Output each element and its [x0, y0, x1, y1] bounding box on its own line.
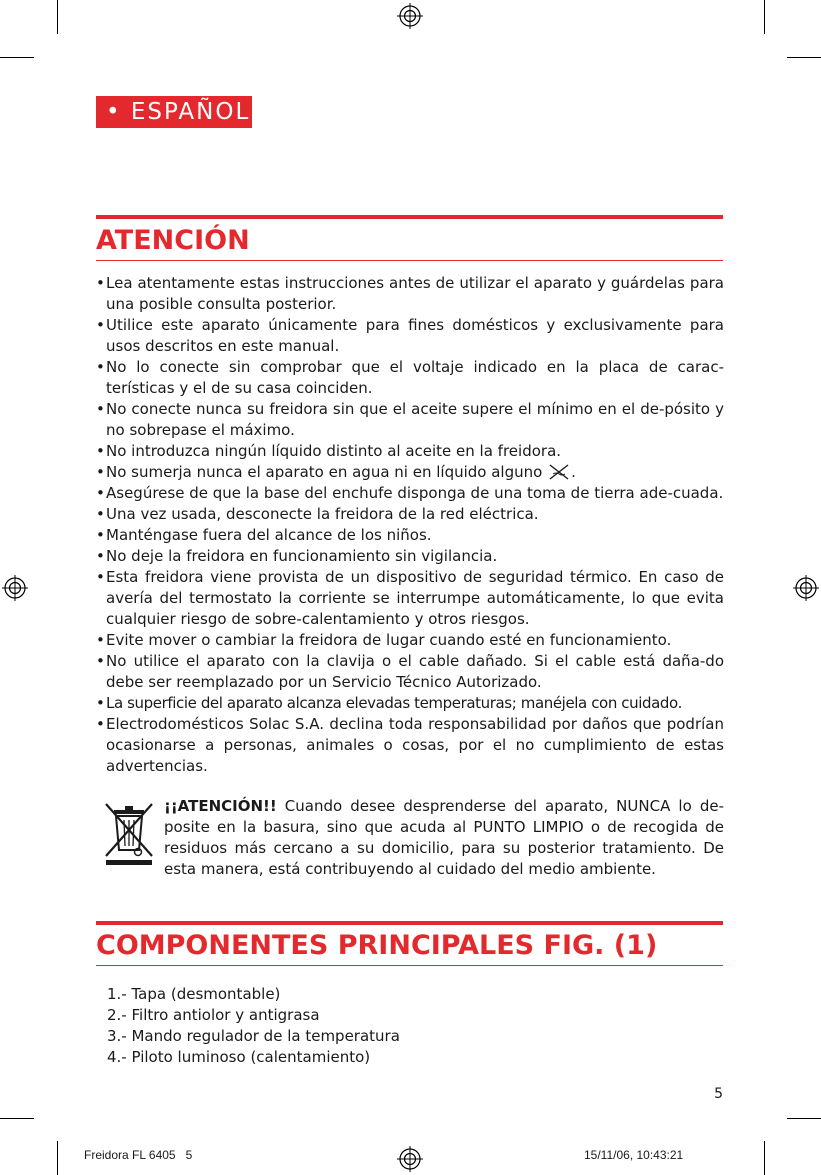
components-list [107, 984, 400, 1068]
list-item: • Lea atentamente estas instrucciones antes de utilizar el aparato y guárdelas para una posible consulta posterior. [96, 273, 724, 315]
list-item: 1.- Tapa (desmontable) [107, 985, 281, 1003]
list-item-suffix: . [571, 463, 576, 481]
no-immersion-icon [547, 464, 571, 480]
section-underline [96, 260, 723, 261]
disposal-notice [96, 796, 724, 880]
list-item-text: No sumerja nunca el aparato en agua ni en líquido alguno [106, 463, 543, 481]
print-slug-timestamp: 15/11/06, 10:43:21 [584, 1148, 684, 1162]
list-item: • Electrodomésticos Solac S.A. declina toda responsabilidad por daños que podrían ocasionarse a personas, animales o cosas, por el no cumplimiento de estas advertencias. [96, 714, 724, 777]
section-rule [96, 215, 723, 219]
list-item: • Asegúrese de que la base del enchufe disponga de una toma de tierra ade-cuada. [96, 483, 724, 504]
crop-mark [787, 57, 821, 58]
crop-mark [764, 0, 765, 34]
list-item: 3.- Mando regulador de la temperatura [107, 1027, 400, 1045]
disposal-body: Cuando desee desprenderse del aparato, NUNCA lo de-posite en la basura, sino que acuda al PUNTO LIMPIO o de recogida de residuos más cercano a su domicilio, para su posterior tratamiento. De esta manera, está contribuyendo al cuidado del medio ambiente. [164, 797, 724, 878]
list-item: 4.- Piloto luminoso (calentamiento) [107, 1048, 371, 1066]
crop-mark [57, 0, 58, 34]
components-title: COMPONENTES PRINCIPALES FIG. (1) [96, 930, 658, 961]
attention-title: ATENCIÓN [96, 225, 250, 256]
list-item: • No utilice el aparato con la clavija o el cable dañado. Si el cable está daña-do debe ser reemplazado por un Servicio Técnico Autorizado. [96, 651, 724, 693]
language-tag: • ESPAÑOL [96, 96, 252, 128]
list-item: • No lo conecte sin comprobar que el voltaje indicado en la placa de carac-terísticas y el de su casa coinciden. [96, 357, 724, 399]
crop-mark [787, 1118, 821, 1119]
list-item: 2.- Filtro antiolor y antigrasa [107, 1006, 320, 1024]
print-slug-file: Freidora FL 6405 5 [84, 1148, 193, 1162]
crossed-out-wheelie-bin-icon [100, 800, 158, 866]
list-item: • No deje la freidora en funcionamiento sin vigilancia. [96, 546, 724, 567]
registration-mark-icon [396, 1145, 424, 1173]
crop-mark [764, 1141, 765, 1175]
page-number: 5 [714, 1086, 723, 1102]
disposal-text [164, 796, 724, 880]
list-item: • Utilice este aparato únicamente para fines domésticos y exclusivamente para usos descritos en este manual. [96, 315, 724, 357]
attention-list [96, 273, 724, 777]
section-rule [96, 921, 723, 925]
list-item: • Esta freidora viene provista de un dispositivo de seguridad térmico. En caso de avería del termostato la corriente se interrumpe automáticamente, lo que evita cualquier riesgo de sobre-calentamiento y otros riesgos. [96, 567, 724, 630]
crop-mark [0, 57, 34, 58]
list-item: • Evite mover o cambiar la freidora de lugar cuando esté en funcionamiento. [96, 630, 724, 651]
crop-mark [57, 1141, 58, 1175]
disposal-warning-label: ¡¡ATENCIÓN!! [164, 797, 277, 815]
list-item [96, 462, 724, 483]
list-item: • Manténgase fuera del alcance de los niños. [96, 525, 724, 546]
list-item: • No introduzca ningún líquido distinto al aceite en la freidora. [96, 441, 724, 462]
registration-mark-icon [396, 2, 424, 30]
list-item: • Una vez usada, desconecte la freidora de la red eléctrica. [96, 504, 724, 525]
registration-mark-icon [1, 574, 29, 602]
section-underline [96, 965, 723, 966]
list-item: • No conecte nunca su freidora sin que el aceite supere el mínimo en el de-pósito y no sobrepase el máximo. [96, 399, 724, 441]
registration-mark-icon [792, 574, 820, 602]
list-item: • La superficie del aparato alcanza elevadas temperaturas; manéjela con cuidado. [96, 693, 724, 714]
crop-mark [0, 1118, 34, 1119]
